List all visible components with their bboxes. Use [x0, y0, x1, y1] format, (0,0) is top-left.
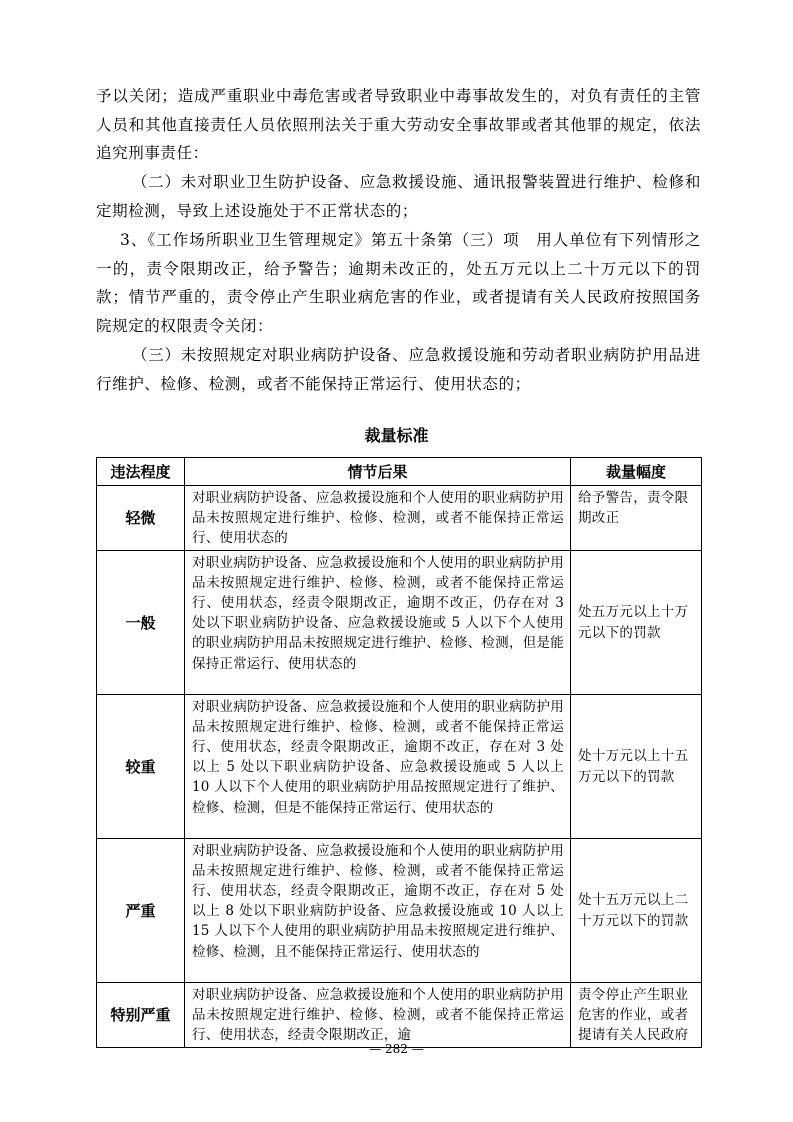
- penalty-cell: 责令停止产生职业危害的作业，或者提请有关人民政府: [571, 982, 702, 1047]
- consequence-cell: 对职业病防护设备、应急救援设施和个人使用的职业病防护用品未按照规定进行维护、检修、检测，或者不能保持正常运行、使用状态，经责令限期改正，逾期不改正，存在对 5 处以上 8 处以下职业病防护设备、应急救援设施或 10 人以上 15 人以下个人使用的职业病防护用品未按照规定进行维护、检修、检测，且不能保持正常运行、使用状态的: [185, 838, 571, 982]
- penalty-cell: 处十万元以上十五万元以下的罚款: [571, 694, 702, 838]
- penalty-cell: 给予警告，责令限期改正: [571, 486, 702, 551]
- consequence-cell: 对职业病防护设备、应急救援设施和个人使用的职业病防护用品未按照规定进行维护、检修、检测，或者不能保持正常运行、使用状态的: [185, 486, 571, 551]
- penalty-cell: 处十五万元以上二十万元以下的罚款: [571, 838, 702, 982]
- table-header-row: [97, 458, 702, 486]
- consequence-cell: 对职业病防护设备、应急救援设施和个人使用的职业病防护用品未按照规定进行维护、检修、检测，或者不能保持正常运行、使用状态，经责令限期改正，逾期不改正，存在对 3 处以上 5 处以下职业病防护设备、应急救援设施或 5 人以上 10 人以下个人使用的职业病防护用品按照规定进行了维护、检修、检测，但是不能保持正常运行、使用状态的: [185, 694, 571, 838]
- table-title: 裁量标准: [364, 426, 429, 445]
- header-circumstances: 情节后果: [185, 458, 571, 486]
- page-number: — 282 —: [369, 1042, 424, 1056]
- table-row: [97, 838, 702, 982]
- paragraph-4: （三）未按照规定对职业病防护设备、应急救援设施和劳动者职业病防护用品进行维护、检修、检测，或者不能保持正常运行、使用状态的；: [96, 346, 701, 393]
- consequence-cell: 对职业病防护设备、应急救援设施和个人使用的职业病防护用品未按照规定进行维护、检修、检测，或者不能保持正常运行、使用状态，经责令限期改正，逾: [185, 982, 571, 1047]
- penalty-cell: 处五万元以上十万元以下的罚款: [571, 550, 702, 694]
- level-cell: 轻微: [97, 486, 185, 551]
- discretion-standard-table: [96, 457, 702, 1048]
- table-row: [97, 486, 702, 551]
- level-cell: 较重: [97, 694, 185, 838]
- paragraph-3: 3、《工作场所职业卫生管理规定》第五十条第（三）项 用人单位有下列情形之一的，责令限期改正，给予警告；逾期未改正的，处五万元以上二十万元以下的罚款；情节严重的，责令停止产生职业病危害的作业，或者提请有关人民政府按照国务院规定的权限责令关闭：: [96, 231, 701, 335]
- header-violation-level: 违法程度: [97, 458, 185, 486]
- table-row: [97, 550, 702, 694]
- level-cell: 一般: [97, 550, 185, 694]
- paragraph-1: 予以关闭；造成严重职业中毒危害或者导致职业中毒事故发生的，对负有责任的主管人员和其他直接责任人员依照刑法关于重大劳动安全事故罪或者其他罪的规定，依法追究刑事责任：: [96, 87, 701, 163]
- header-penalty-range: 裁量幅度: [571, 458, 702, 486]
- consequence-cell: 对职业病防护设备、应急救援设施和个人使用的职业病防护用品未按照规定进行维护、检修、检测，或者不能保持正常运行、使用状态，经责令限期改正，逾期不改正，仍存在对 3 处以下职业病防护设备、应急救援设施或 5 人以下个人使用的职业病防护用品未按照规定进行维护、检修、检测，但是能保持正常运行、使用状态的: [185, 550, 571, 694]
- level-cell: 特别严重: [97, 982, 185, 1047]
- level-cell: 严重: [97, 838, 185, 982]
- paragraph-2: （二）未对职业卫生防护设备、应急救援设施、通讯报警装置进行维护、检修和定期检测，导致上述设施处于不正常状态的；: [96, 173, 701, 220]
- table-row: [97, 694, 702, 838]
- table-row: [97, 982, 702, 1047]
